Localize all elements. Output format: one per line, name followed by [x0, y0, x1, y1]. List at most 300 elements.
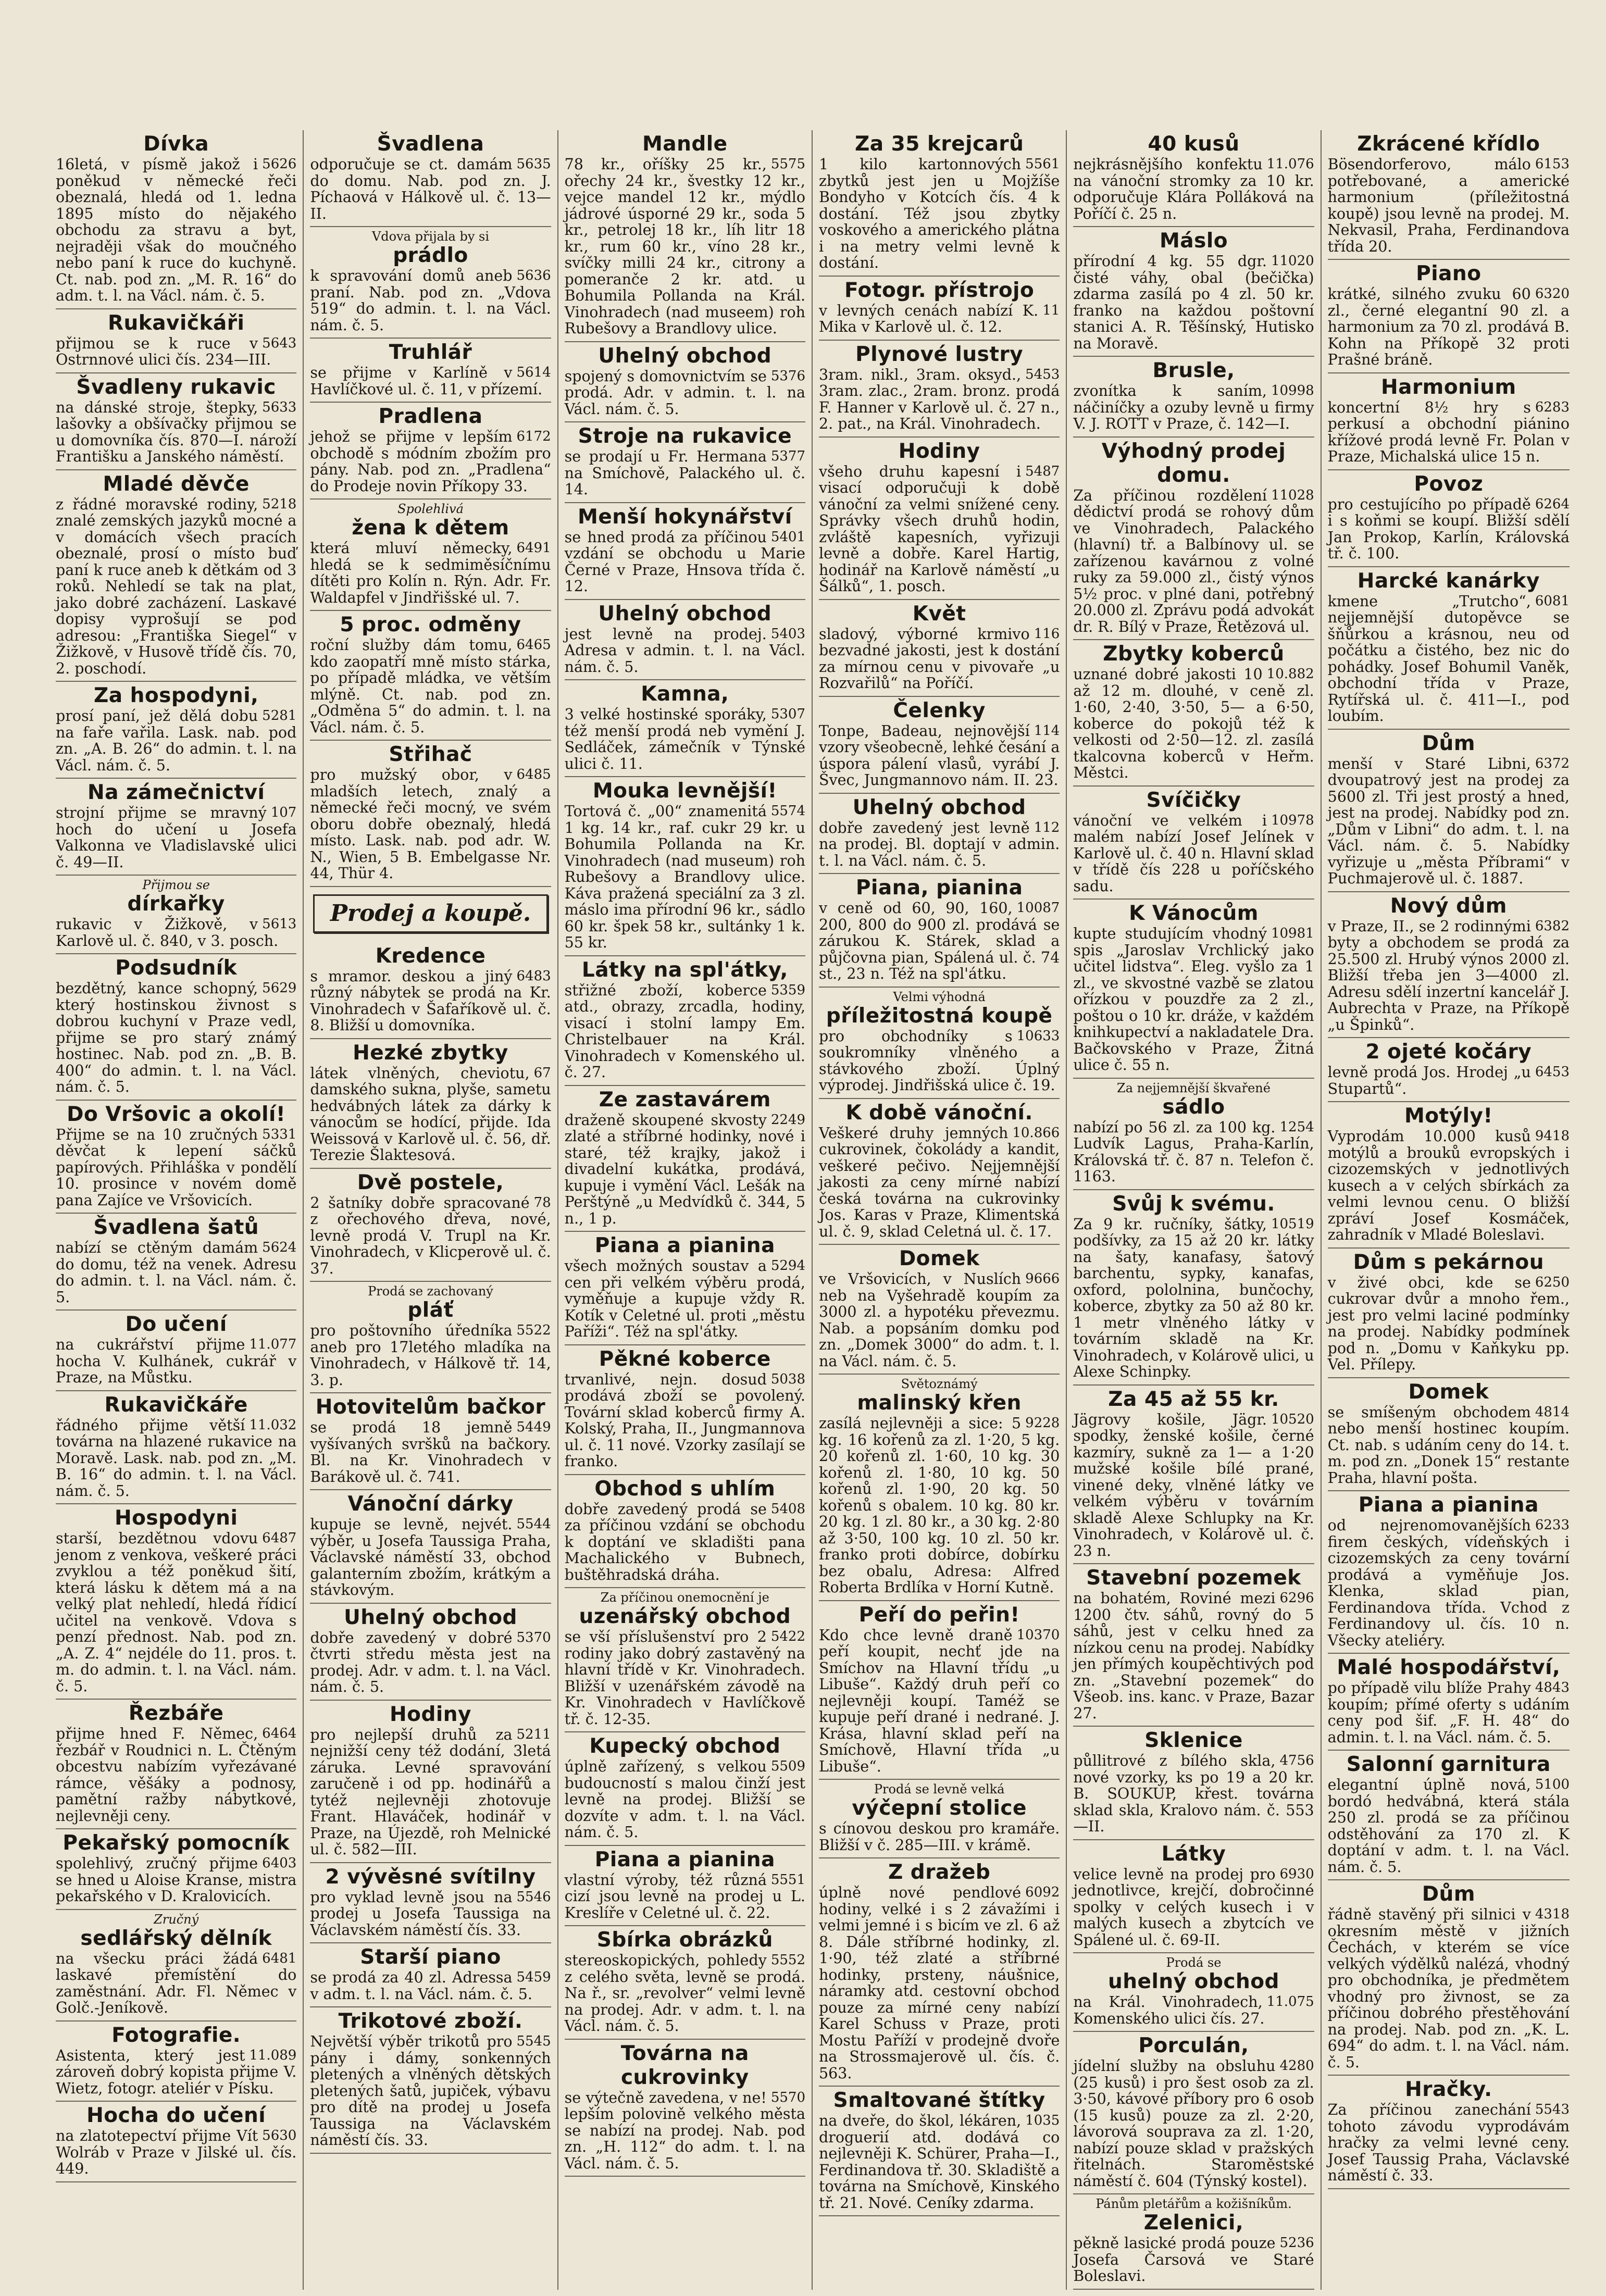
ad-body: [1328, 918, 1570, 1033]
classified-ad: [1328, 260, 1570, 373]
ad-body: [819, 1627, 1060, 1775]
ad-text: koncertní 8½ hry s perkusí a obchodní piánino křížové prodá levně Fr. Polan v Praze, Michalská ulice 15 n.: [1327, 398, 1570, 465]
ad-body: [1073, 488, 1314, 635]
classified-ad: [819, 2087, 1060, 2216]
ad-text: na Král. Vinohradech, Komenského ulici čís. 27.: [1073, 1993, 1265, 2027]
ad-text: Za 9 kr. ručníky, šátky, podšívky, za 15 až 20 kr. látky na šaty, kanafasy, šatový barchentu, sypky, kanafas, oxford, pololnina, bunčochy, koberce, zbytky za 50 až 80 kr. 1 metr vlněného látky v továrním skladě na Kr. Vinohradech, v Kolárově ulici, u Alexe Schinpky.: [1073, 1215, 1314, 1380]
ad-text: Asistenta, který jest zároveň dobrý kopista přijme V. Wietz, fotogr. ateliér v Písku.: [56, 2047, 297, 2097]
ad-body: [1073, 2235, 1314, 2285]
classified-ad: [310, 130, 551, 227]
classified-ad: [56, 1311, 296, 1391]
ad-body: [1073, 666, 1314, 781]
ad-headline: uzenářský obchod: [579, 1605, 791, 1628]
ad-headline: Pěkné koberce: [599, 1347, 771, 1371]
ad-text: 3ram. nikl., 3ram. oksyd., 3ram. zlac., 2ram. bronz. prodá F. Hanner v Karlově ul. č. 27 n., 2. pat., na Král. Vinohradech.: [819, 366, 1060, 432]
ad-body: [1328, 1777, 1570, 1875]
classified-ad: [56, 2022, 296, 2102]
ad-code: 5294: [770, 1258, 805, 1274]
ad-text: dobře zavedený jest levně na prodej. Bl. doptají v admin. t. l. na Václ. nám. č. 5.: [819, 819, 1060, 869]
ad-text: se vší příslušenství pro 2 rodiny jako dobrý zastavěný na hlavní třídě v Kr. Vinohradech. Bližší v uzenářském závodě na Kr. Vinohradech v Havlíčkově tř. č. 12-35.: [564, 1628, 805, 1728]
ad-headline: 5 proc. odměny: [340, 613, 521, 637]
ad-code: 6320: [1535, 286, 1570, 302]
ad-code: 5422: [770, 1629, 805, 1644]
ad-code: 6382: [1535, 918, 1570, 934]
ad-text: pro nejlepší druhů za nejnižší ceny též dodání, 3letá záruka. Levné spravování zaručeně i od pp. hodinářů a tytéž nejlevněji zhotovuje Frant. Hlaváček, hodinář v Praze, na Újezdě, roh Melnické ul. č. 582—III.: [310, 1726, 551, 1858]
ad-prefix: Zručný: [154, 1912, 199, 1927]
ad-body: [819, 1125, 1060, 1240]
ad-body: [565, 706, 805, 772]
ad-headline: Za hospodyni,: [93, 684, 259, 707]
ad-text: půllitrové z bílého skla, nové vzorky, ks po 19 a 20 kr. B. SOUKUP, křest. továrna sklad skla, Kralovo nám. č. 553—II.: [1073, 1752, 1314, 1835]
ad-code: 6264: [1535, 496, 1570, 512]
classified-ad: [819, 1601, 1060, 1780]
ad-text: Jägrovy košile, Jägr. spodky, ženské košile, černé kazmíry, sukně za 1— a 1·20 mužské košile bílé prané, vinené deky, vlněné látky ve velkém výběru v továrním skladě Alexe Schlupky na Kr. Vinohradech, v Kolárově ul. č. 23 n.: [1073, 1411, 1314, 1559]
ad-headline: Kupecký obchod: [589, 1735, 781, 1758]
ad-body: [310, 1322, 551, 1388]
ad-text: na dánské stroje, štepky, lašovky a obšívačky přijmou se u domovníka čís. 870—I. nároží Františku a Janského náměstí.: [56, 398, 297, 465]
ad-code: 5635: [516, 156, 551, 172]
column-3: [558, 130, 813, 2290]
classified-ad: [1073, 787, 1314, 900]
ad-code: 5218: [262, 496, 297, 512]
ad-prefix: Za nejjemnější škvařené: [1117, 1080, 1271, 1095]
ad-text: Za příčinou zanechání tohoto závodu vyprodávám hračky za velmi levné ceny. Josef Taussig Praha, Václavské náměstí č. 33.: [1327, 2101, 1570, 2184]
ad-code: 6172: [516, 429, 551, 444]
ad-code: 6491: [516, 540, 551, 556]
ad-text: draženě skoupené skvosty zlaté a stříbrné hodinky, nové i staré, též krajky, jakož i divadelní kukátka, prodává, kupuje i vymění Václ. Lešák na Perštýně „u Medvídků č. 344, 5 n., 1 p.: [564, 1111, 805, 1227]
column-5: [1067, 130, 1321, 2290]
ad-text: která mluví německy, hledá se k sedmiměsíčnímu dítěti pro Kolín n. Rýn. Adr. Fr. Waldapfel v Jindřišské ul. 7.: [310, 540, 551, 606]
ad-code: 5403: [770, 626, 805, 642]
ad-headline: Mandle: [642, 132, 728, 156]
ad-text: z řádné moravské rodiny, znalé zemských jazyků mocné a v domácích všech pracích obeznalé, prosí o místo buď paní k ruce aneb k dětkám od 3 roků. Nehledí se tak na plat, jako dobré zacházení. Laskavé dopisy vyprošují se pod adresou: „Františka Siegel“ v Žižkově, v Husově třídě čís. 70, 2. poschodí.: [56, 495, 297, 677]
ad-headline: uhelný obchod: [1108, 1970, 1279, 1993]
ad-prefix: Světoznámý: [901, 1377, 978, 1391]
ad-code: 10087: [1016, 900, 1060, 916]
ad-code: 6465: [516, 637, 551, 653]
ad-text: strojní přijme se mravný hoch do učení u Josefa Valkonna ve Vladislavské ulici č. 49—II.: [56, 804, 297, 871]
ad-headline: Domek: [899, 1247, 980, 1270]
ad-headline: žena k dětem: [352, 516, 509, 540]
ad-text: dobře zavedený prodá se za příčinou vzdání se obchodu k doptání ve skladišti pana Machalického v Bubnech, buštěhradská dráha.: [564, 1500, 805, 1583]
ad-headline: Látky: [1161, 1842, 1226, 1866]
classified-ad: [565, 2040, 805, 2177]
ad-code: 6483: [516, 968, 551, 984]
ad-code: 5449: [516, 1419, 551, 1435]
classified-ad: [565, 680, 805, 777]
classified-ad: [56, 1829, 296, 1910]
ad-body: [1073, 926, 1314, 1074]
ad-text: Přijme se na 10 zručných děvčat k lepení sáčků papírových. Přihláška v pondělí 10. prosince v novém domě pana Zajíce ve Vršovicích.: [56, 1126, 297, 1209]
ad-text: pro mužský obor, v mladších letech, znalý a německé řeči mocný, ve svém oboru dobře obeznalý, hledá místo. Lask. nab. pod adr. W. N., Wien, 5 B. Embelgasse Nr. 44, Thür 4.: [310, 766, 551, 882]
ad-headline: Čelenky: [893, 698, 986, 722]
ad-headline: Malé hospodářství,: [1337, 1656, 1561, 1679]
ad-body: [56, 805, 296, 870]
ad-code: 1035: [1025, 2113, 1060, 2128]
ad-headline: Rukavičkáře: [104, 1393, 248, 1417]
ad-headline: Do učení: [125, 1313, 227, 1336]
ad-headline: Hezké zbytky: [353, 1041, 508, 1065]
ad-headline: Piano: [1416, 262, 1481, 285]
classified-ad: [56, 2102, 296, 2182]
ad-code: 4318: [1535, 1906, 1570, 1922]
ad-body: [565, 1872, 805, 1921]
ad-headline: Látky na spl'átky,: [581, 958, 788, 982]
ad-code: 10981: [1271, 926, 1314, 941]
ad-code: 78: [533, 1194, 551, 1211]
ad-headline: 2 ojeté kočáry: [1365, 1040, 1532, 1064]
ad-text: zvonítka k saním, náčiníčky a ozuby levně u firmy V. J. ROTT v Praze, č. 142—I.: [1073, 382, 1314, 432]
ad-headline: Z dražeb: [888, 1861, 991, 1884]
ad-text: nabízí po 56 zl. za 100 kg. Ludvík Lagus, Praha-Karlín, Královská tř. č. 87 n. Telefon č. 1163.: [1073, 1118, 1314, 1185]
ad-prefix: Spolehlivá: [397, 502, 464, 516]
ad-text: prosí paní, jež dělá dobu na faře vařila. Lask. nab. pod zn. „A. B. 26“ do admin. t. l. na Václ. nám. č. 5.: [56, 707, 297, 774]
classified-ad: [819, 697, 1060, 794]
ad-body: [310, 1419, 551, 1485]
ad-body: [565, 1952, 805, 2035]
ad-prefix: Prodá se levně velká: [874, 1782, 1005, 1796]
ad-code: 10519: [1271, 1216, 1314, 1232]
classified-ad: [565, 956, 805, 1086]
classified-ad: [1328, 2076, 1570, 2189]
ad-headline: Fotografie.: [111, 2023, 241, 2047]
ad-code: 5643: [262, 335, 297, 351]
ad-body: [56, 916, 296, 949]
ad-body: [1328, 1517, 1570, 1649]
ad-body: [56, 335, 296, 368]
ad-code: 11.032: [249, 1417, 297, 1433]
ad-code: 6153: [1535, 156, 1570, 172]
ad-headline: Obchod s uhlím: [594, 1477, 776, 1501]
ad-text: vánoční ve velkém i malém nabízí Josef Jelínek v Karlově ul. č. 40 n. Hlavní sklad v třídě čís 228 u poříčského sadu.: [1073, 812, 1314, 895]
section-heading: Prodej a koupě.: [313, 894, 547, 933]
classified-ad: [819, 277, 1060, 341]
ad-code: 5522: [516, 1322, 551, 1338]
ad-code: 10.882: [1266, 666, 1314, 682]
classified-ad: [1073, 227, 1314, 357]
ad-text: odporučuje se ct. damám do domu. Nab. pod zn. J. Píchaová v Hálkově ul. č. 13—II.: [310, 156, 551, 222]
ad-body: [1328, 1404, 1570, 1487]
ad-code: 11020: [1271, 253, 1314, 269]
ad-headline: Stroje na rukavice: [578, 425, 792, 448]
classified-ad: [310, 403, 551, 500]
ad-headline: dírkařky: [127, 892, 225, 916]
classified-ad: [819, 130, 1060, 277]
ad-code: 6233: [1535, 1517, 1570, 1533]
ad-text: dobře zavedený v dobré čtvrti středu města jest na prodej. Adr. v adm. t. l. na Václ. nám. č. 5.: [310, 1629, 551, 1695]
ad-text: spolehlivý, zručný přijme se hned u Aloise Kranse, mistra pekařského v D. Kralovicích.: [56, 1855, 297, 1905]
classified-ad: [310, 1863, 551, 1944]
classified-ad: [1073, 900, 1314, 1079]
ad-headline: Rukavičkáři: [108, 311, 245, 335]
classified-ad: [565, 1086, 805, 1232]
ad-body: [56, 1127, 296, 1209]
ad-headline: Hocha do učení: [86, 2104, 266, 2127]
ad-headline: Uhelný obchod: [344, 1605, 517, 1629]
classified-ad: [565, 777, 805, 956]
ad-code: 114: [1034, 722, 1060, 739]
classified-ad: [819, 438, 1060, 600]
ad-headline: Menší hokynářství: [578, 505, 792, 529]
ad-text: střižné zboží, koberce atd., obrazy, zrcadla, hodiny, visací i stolní lampy Em. Christelbauer na Král. Vinohradech v Komenského ul. č. 27.: [564, 981, 805, 1081]
ad-headline: Porculán,: [1138, 2034, 1249, 2057]
ad-body: [1073, 2058, 1314, 2189]
ad-text: Kdo chce levně draně peří koupit, nechť jde na Smíchov na Hlavní třídu „u Libuše“. Každý druh peří co nejlevněji koupí. Taméž se kupuje peří drané i nedrané. J. Krása, hlavní sklad peří na Smíchově, Hlavní třída „u Libuše“.: [819, 1626, 1060, 1775]
ad-body: [565, 1112, 805, 1227]
classified-ad: [56, 1504, 296, 1700]
classified-ad: [56, 1391, 296, 1505]
ad-body: [56, 1337, 296, 1386]
ad-body: [819, 900, 1060, 982]
ad-headline: Domek: [1408, 1380, 1489, 1404]
classified-ad: [56, 470, 296, 682]
ad-headline: malinský křen: [857, 1391, 1022, 1415]
ad-headline: Trikotové zboží.: [338, 2010, 523, 2033]
ad-code: 5552: [770, 1952, 805, 1968]
ad-code: 5100: [1535, 1777, 1570, 1792]
ad-text: v Praze, II., se 2 rodinnými byty a obchodem se prodá za 25.500 zl. Hrubý výnos 2000 zl. Bližší třeba jen 3—4000 zl. Adresu sdělí inzertní kancelář J. Aubrechta v Praze, na Příkopě „u Špinků“.: [1327, 917, 1570, 1033]
ad-code: 9418: [1535, 1128, 1570, 1144]
classified-ad: [1328, 567, 1570, 730]
ad-text: starší, bezdětnou vdovu jenom z venkova, veškeré práci zvyklou a též poněkud šití, která lásku k dětem má a na velký plat nehledí, hledá řídicí učitel na venkově. Vdova s penzí přednost. Nab. pod zn. „A. Z. 4“ nejdéle do 11. pros. t. m. do admin. t. l. na Václ. nám. č. 5.: [56, 1530, 297, 1695]
ad-text: pro obchodníky s soukromníky vlněného a stávkového zboží. Úplný výprodej. Jindřišská ulice č. 19.: [819, 1027, 1060, 1094]
ad-code: 107: [270, 805, 297, 820]
ad-prefix: Velmi výhodná: [893, 989, 986, 1004]
classified-ad: [1073, 2194, 1314, 2290]
classified-ad: [819, 794, 1060, 875]
ad-headline: Hračky.: [1405, 2078, 1492, 2101]
ad-code: 5633: [262, 399, 297, 415]
ad-text: 16letá, v písmě jakož i poněkud v německé řeči obeznalá, hledá od 1. ledna 1895 místo do nějakého obchodu za stravu a byt, nejraději však do moučného nebo paní k ruce do kuchyně. Ct. nab. pod zn. „M. R. 16“ do adm. t. l. na Václ. nám. č. 5.: [56, 156, 297, 304]
ad-body: [310, 365, 551, 397]
ad-text: látek vlněných, cheviotu, damského sukna, plyše, sametu hedvábných látek za dárky k vánocům se hodící, přijde. Ida Weissová v Karlově ul. č. 56, dř. Terezie Šlaktesová.: [310, 1064, 551, 1164]
classified-ad: [56, 876, 296, 954]
classified-ad: [310, 1701, 551, 1863]
ad-code: 5359: [770, 982, 805, 998]
ad-text: se výtečně zavedena, v ne! lepším polovině velkého města se nabízí na prodej. Nab. pod zn. „H. 112“ do adm. t. l. na Václ. nám. č. 5.: [564, 2089, 805, 2172]
ad-text: jehož se přijme v lepším obchodě s módním zbožím pro pány. Nab. pod zn. „Pradlena“ do Prodeje novin Příkopy 33.: [310, 428, 551, 495]
classified-ad: [310, 227, 551, 339]
ad-body: [310, 1195, 551, 1277]
classified-ad: [819, 600, 1060, 697]
ad-body: [1073, 813, 1314, 895]
ad-code: 9228: [1025, 1415, 1060, 1431]
ad-text: úplně zařízený, s velkou budoucností s malou činží jest levně na prodej. Bližší se dozvíte v adm. t. l. na Václ. nám. č. 5.: [564, 1758, 805, 1841]
ad-text: se prodají u Fr. Hermana na Smíchově, Palackého ul. č. 14.: [564, 448, 805, 498]
ad-body: [1328, 156, 1570, 255]
column-1: [49, 130, 304, 2290]
ad-text: úplně nové pendlové hodiny, velké i s 2 závažími i velmi jemné i s bicím ve zl. 6 až 8. Dále stříbrné hodinky, zl. 1·90, též zlaté a stříbrné hodinky, prsteny, náušnice, náramky atd. cestovní obchod pouze za mírné ceny nabízí Karel Schuss v Praze, proti Mostu Paříží v prodejně dvoře na Strossmajerově ul. čís. č. 563.: [819, 1884, 1060, 2082]
ad-text: se prodá za 40 zl. Adressa v adm. t. l. na Václ. nám. č. 5.: [310, 1969, 532, 2003]
ad-headline: Švadlena: [377, 132, 484, 156]
classified-ad: [565, 1475, 805, 1589]
ad-body: [565, 368, 805, 418]
ad-headline: Piana a pianina: [594, 1234, 775, 1257]
ad-body: [310, 1889, 551, 1939]
ad-text: Tortová č. „00“ znamenitá 1 kg. 14 kr., raf. cukr 29 kr. u Bohumila Pollanda na Kr. Vinohradech (nad museum) roh Rubešovy a Brandlovy ulice. Káva pražená speciální za 3 zl. máslo ima přírodní 96 kr., sádlo 60 kr. špek 58 kr., sultánky 1 k. 55 kr.: [564, 803, 805, 951]
ad-text: 1 kilo kartonnových zbytků jest jen u Mojžíše Bondyho v Kotcích čís. 4 k dostání. Též jsou zbytky voskového a amerického plátna i na metry velmi levně k dostání.: [819, 156, 1060, 271]
ad-headline: Vánoční dárky: [347, 1492, 514, 1516]
ad-headline: Švadleny rukavic: [76, 375, 276, 399]
ad-body: [565, 1758, 805, 1841]
ad-code: 4814: [1535, 1404, 1570, 1420]
ad-text: po případě vilu blíže Prahy koupím; přímé oferty s udáním ceny pod šif. „F. H. 48“ do admin. t. l. na Václ. nám. č. 5.: [1327, 1679, 1570, 1746]
ad-code: 5543: [1535, 2102, 1570, 2117]
classified-ad: [56, 373, 296, 470]
ad-code: 6453: [1535, 1064, 1570, 1080]
classified-ad: [565, 1232, 805, 1345]
ad-prefix: Za příčinou onemocnění je: [600, 1590, 769, 1605]
ad-body: [310, 968, 551, 1034]
classified-ad: [1073, 357, 1314, 438]
ad-text: k spravování domů aneb praní. Nab. pod zn. „Vdova 519“ do admin. t. l. na Václ. nám. č. 5.: [310, 267, 551, 334]
ad-code: 5281: [262, 708, 297, 723]
classified-ad: [819, 1245, 1060, 1375]
classified-ad: [56, 1700, 296, 1829]
ad-headline: Piana a pianina: [594, 1848, 775, 1871]
ad-body: [819, 1820, 1060, 1853]
ad-text: nejkrásnějšího konfektu na vánoční stromky za 10 kr. odporučuje Klára Polláková na Poříčí č. 25 n.: [1073, 156, 1314, 222]
classified-ad: [819, 1375, 1060, 1601]
classified-ad: [310, 942, 551, 1039]
ad-body: [819, 303, 1060, 335]
classified-ad: [565, 600, 805, 681]
ad-code: 5574: [770, 803, 805, 819]
ad-code: 6372: [1535, 755, 1570, 771]
ad-headline: Dvě postele,: [357, 1170, 504, 1194]
ad-code: 5544: [516, 1516, 551, 1532]
classified-ad: [1328, 470, 1570, 567]
ad-code: 9666: [1025, 1271, 1060, 1287]
ad-headline: Sklenice: [1144, 1729, 1243, 1752]
ad-text: rukavic v Žižkově, v Karlově ul. č. 840, v 3. posch.: [56, 916, 279, 950]
classified-ad: [310, 1282, 551, 1393]
ad-body: [310, 1516, 551, 1599]
ad-code: 4843: [1535, 1680, 1570, 1695]
ad-headline: Motýly!: [1404, 1104, 1493, 1128]
ad-code: 11.077: [249, 1337, 297, 1352]
ad-headline: Fotogr. přístrojo: [844, 278, 1035, 302]
ad-code: 11.076: [1266, 156, 1314, 172]
ad-headline: Střihač: [389, 743, 472, 766]
ad-code: 4756: [1279, 1753, 1314, 1768]
classified-ad: [310, 741, 551, 887]
ad-headline: Svíčičky: [1146, 788, 1241, 812]
classified-ad: [565, 342, 805, 423]
ad-body: [819, 1028, 1060, 1094]
ad-body: [310, 540, 551, 606]
classified-ad: [819, 874, 1060, 988]
ad-body: [819, 367, 1060, 432]
ad-text: Tonpe, Badeau, nejnovější vzory všeobecně, lehké česání a úspora pálení vlasů, vyrábí J. Švec, Jungmannovo nám. II. 23.: [819, 722, 1060, 789]
ad-code: 5331: [262, 1126, 297, 1142]
ad-text: na bohatém, Roviné mezi 1200 čtv. sáhů, rovný do 5 sáhů, jest v celku hned za nízkou cenu na prodej. Nabídky jen přímých koupěchtivých pod zn. „Stavební pozemek“ do Všeob. ins. kanc. v Praze, Bazar 27.: [1073, 1590, 1314, 1722]
ad-body: [1073, 1412, 1314, 1559]
ad-body: [56, 1417, 296, 1500]
ad-text: elegantní úplně nová, bordó hedvábná, která stála 250 zl. prodá se za příčinou odstěhování za 170 zl. K doptání v adm. t. l. na Václ. nám. č. 5.: [1327, 1776, 1570, 1876]
ad-text: se hned prodá za příčinou vzdání se obchodu u Marie Černé v Praze, Hnsova třída č. 12.: [564, 528, 805, 595]
ad-body: [310, 1969, 551, 2002]
ad-headline: Řezbáře: [128, 1702, 224, 1725]
ad-code: 6081: [1535, 593, 1570, 609]
ad-headline: Hotovitelům bačkor: [315, 1395, 546, 1419]
ad-text: pěkně lasické prodá pouze Josefa Čarsová ve Staré Boleslavi.: [1073, 2235, 1314, 2285]
ad-body: [310, 1065, 551, 1164]
ad-body: [310, 637, 551, 735]
ad-text: pro poštovního úředníka aneb pro 17letého mladíka na Vinohradech, v Hálkově tř. 14, 3. p.: [310, 1322, 551, 1389]
ad-text: zasílá nejlevněji a sice: 5 kg. 16 kořenů za zl. 1·20, 5 kg. 20 kořenů zl. 1·60, 10 kg. 30 kořenů zl. 1·80, 10 kg. 50 kořenů zl. 1·90, 20 kg. 50 kořenů s obalem. 10 kg. 80 kr. 20 kg. 1 zl. 80 kr., a 30 kg. 2·80 až 3·50, 100 kg. 10 zl. 50 kr. franko proti dobírce, dobírku bez obalu, Adresa: Alfred Roberta Brdlíka v Horní Kutně.: [819, 1415, 1060, 1596]
classified-ad: [1073, 1190, 1314, 1386]
ad-code: 6092: [1025, 1885, 1060, 1900]
classified-ad: [56, 954, 296, 1101]
ad-code: 11028: [1271, 487, 1314, 503]
ad-code: 6296: [1279, 1590, 1314, 1606]
classified-ad: [1073, 1079, 1314, 1190]
classified-ad: [565, 1345, 805, 1475]
ad-code: 11.089: [249, 2047, 297, 2063]
ad-headline: Výhodný prodej domu.: [1101, 439, 1286, 487]
ad-headline: Hospodyni: [114, 1506, 238, 1530]
ad-code: 6485: [516, 767, 551, 782]
ad-body: [565, 1258, 805, 1340]
classified-ad: [310, 2007, 551, 2154]
ad-prefix: Prodá se: [1166, 1955, 1222, 1970]
classified-ad: [819, 988, 1060, 1099]
classified-ad: [1328, 1249, 1570, 1378]
ad-body: [1328, 1680, 1570, 1745]
classified-ad: [1073, 1953, 1314, 2032]
ad-headline: Zkrácené křídlo: [1357, 132, 1540, 156]
ad-body: [565, 1629, 805, 1727]
ad-headline: 40 kusů: [1148, 132, 1240, 156]
ad-code: 5236: [1279, 2235, 1314, 2251]
ad-body: [56, 980, 296, 1095]
ad-headline: Zbytky koberců: [1103, 642, 1285, 666]
ad-body: [56, 1530, 296, 1694]
ad-body: [1328, 496, 1570, 562]
ad-code: 5551: [770, 1871, 805, 1888]
ad-text: v levných cenách nabízí K. Mika v Karlově ul. č. 12.: [819, 302, 1039, 335]
classified-ad: [565, 1846, 805, 1927]
classified-ad: [1328, 1491, 1570, 1654]
ad-code: 6283: [1535, 399, 1570, 415]
ad-text: s cínovou deskou pro kramáře. Bližší v č. 285—III. v krámě.: [819, 1820, 1060, 1854]
ad-code: 10370: [1016, 1627, 1060, 1643]
ad-text: 2 šatníky dobře spracované z ořechového dřeva, nové, levně prodá V. Trupl na Kr. Vinohradech, v Klicperově ul. č. 37.: [310, 1194, 551, 1277]
classified-ad: [819, 341, 1060, 438]
ad-body: [1073, 1994, 1314, 2027]
ad-prefix: Přijmou se: [142, 878, 210, 892]
classified-ad: [819, 1858, 1060, 2087]
classified-ad: [1328, 1038, 1570, 1102]
ad-headline: Salonní garnitura: [1346, 1753, 1551, 1776]
ad-body: [56, 2048, 296, 2097]
ad-text: kupte studujícím vhodný spis „Jaroslav Vrchlický jako učitel lidstva“. Eleg. vyšlo za 1 zl., ve skvostné vazbě se zlatou ořízkou v pouzdře za 2 zl., poštou o 10 kr. dráže, v každém knihkupectví a nakladatele Dra. Bačkovského v Praze, Žitná ulice č. 55 n.: [1073, 925, 1314, 1074]
classified-ad: [310, 1169, 551, 1282]
ad-headline: Starší piano: [360, 1945, 501, 1969]
ad-code: 6403: [262, 1855, 297, 1871]
ad-body: [819, 723, 1060, 789]
column-6: [1322, 130, 1576, 2290]
ad-body: [1328, 756, 1570, 887]
ad-text: se prodá 18 jemně vyšívaných svršků na bačkory. Bl. na Kr. Vinohradech v Barákově ul. č. 741.: [310, 1419, 551, 1486]
ad-code: 116: [1034, 626, 1060, 642]
classified-ad: [56, 1214, 296, 1311]
ad-headline: Hodiny: [898, 439, 980, 463]
ad-body: [819, 2113, 1060, 2211]
ad-headline: sádlo: [1162, 1095, 1225, 1119]
ad-body: [819, 464, 1060, 595]
